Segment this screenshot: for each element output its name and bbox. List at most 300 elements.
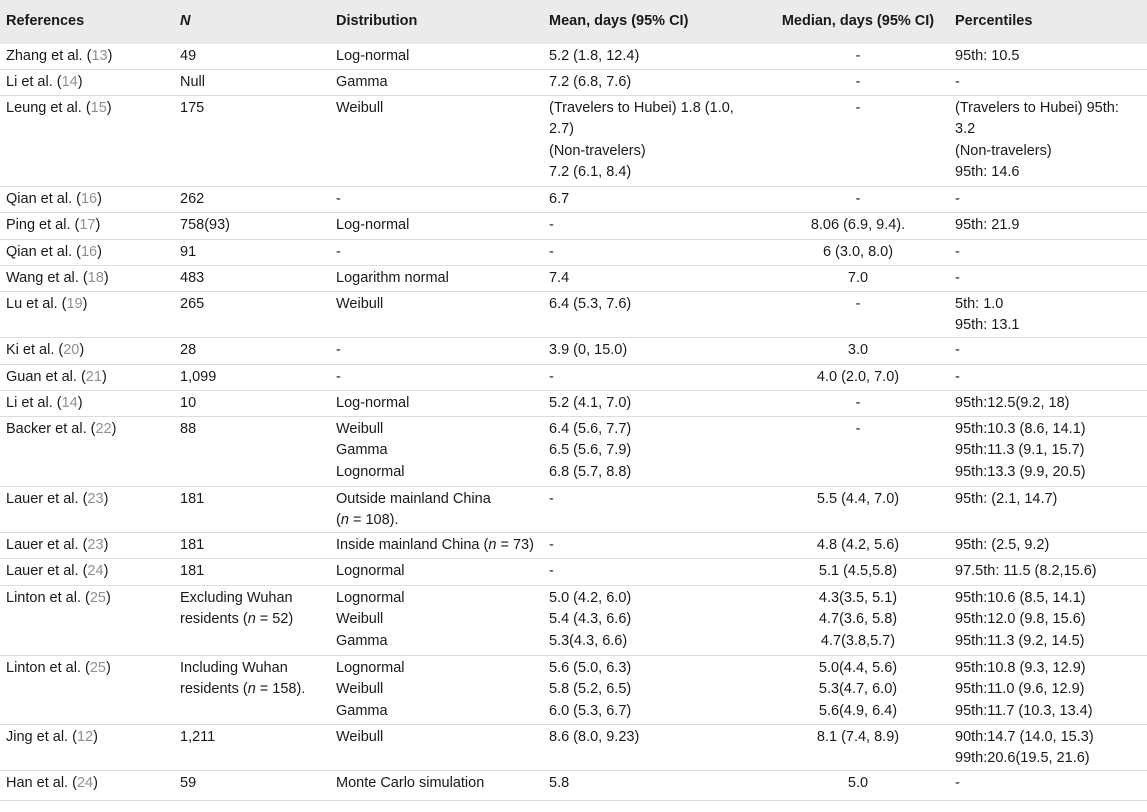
cell-mean-line: 6.7: [549, 190, 570, 207]
cell-mean-line: -: [549, 562, 554, 579]
cell-percentiles-line: 97.5th: 11.5 (8.2,15.6): [955, 562, 1097, 579]
cell-percentiles-line: 95th:12.5(9.2, 18): [955, 394, 1070, 411]
cell-distribution-line: Gamma: [336, 442, 388, 458]
cell-n-line: 28: [180, 341, 197, 358]
cell-mean-line: 5.6 (5.0, 6.3): [549, 659, 632, 676]
cell-distribution: [330, 532, 543, 558]
cell-distribution-line: Weibull: [336, 728, 384, 745]
cell-n-line: residents (n = 158).: [180, 681, 306, 697]
cell-mean-line: 7.4: [549, 269, 570, 286]
reference-number-link[interactable]: 14: [61, 394, 78, 411]
cell-distribution-line: Logarithm normal: [336, 269, 449, 286]
table-row: [0, 390, 1147, 416]
cell-percentiles: [949, 95, 1147, 186]
cell-percentiles-line: 95th:11.3 (9.2, 14.5): [955, 632, 1085, 649]
reference-author: Wang et al.: [6, 269, 79, 286]
cell-n-line: 59: [180, 774, 197, 791]
cell-median-line: 5.3(4.7, 6.0): [818, 681, 898, 697]
cell-mean-line: 2.7): [549, 121, 574, 137]
cell-distribution-line: Inside mainland China (n = 73): [336, 536, 534, 553]
header-median: Median, days (95% CI): [767, 0, 949, 44]
cell-mean-line: -: [549, 216, 554, 233]
cell-distribution-line: Outside mainland China: [336, 490, 491, 507]
cell-n: [174, 558, 330, 585]
cell-mean-line: 6.4 (5.3, 7.6): [549, 295, 632, 312]
table-row: [0, 337, 1147, 364]
reference-author: Li et al.: [6, 73, 53, 90]
cell-distribution-line: Lognormal: [336, 659, 405, 676]
cell-reference: Qian et al. (16): [0, 186, 174, 212]
header-mean: Mean, days (95% CI): [543, 0, 767, 44]
cell-median: [767, 337, 949, 364]
cell-percentiles-line: 95th: 10.5: [955, 48, 1020, 64]
cell-mean-line: 5.2 (4.1, 7.0): [549, 394, 632, 411]
cell-percentiles: [949, 655, 1147, 724]
cell-median: [767, 95, 949, 186]
cell-distribution-line: Gamma: [336, 702, 388, 719]
cell-median: [767, 416, 949, 486]
cell-mean: [543, 337, 767, 364]
cell-mean-line: (Travelers to Hubei) 1.8 (1.0,: [549, 99, 734, 116]
cell-n-line: Null: [180, 73, 205, 90]
cell-reference: Lauer et al. (23): [0, 486, 174, 532]
reference-author: Han et al.: [6, 774, 69, 791]
cell-percentiles-line: 95th: (2.5, 9.2): [955, 536, 1050, 553]
cell-median: [767, 390, 949, 416]
cell-mean: [543, 486, 767, 532]
cell-distribution: [330, 390, 543, 416]
cell-distribution-line: Log-normal: [336, 216, 410, 233]
cell-reference: Guan et al. (21): [0, 364, 174, 390]
cell-mean: [543, 239, 767, 265]
cell-mean: [543, 291, 767, 337]
cell-median: [767, 291, 949, 337]
reference-number-link[interactable]: 24: [76, 774, 94, 791]
table-row: [0, 44, 1147, 69]
cell-mean-line: 7.2 (6.1, 8.4): [549, 164, 632, 180]
cell-percentiles-line: 95th:11.7 (10.3, 13.4): [955, 702, 1093, 719]
cell-percentiles-line: 3.2: [955, 121, 976, 137]
table-row: [0, 486, 1147, 532]
cell-n: [174, 770, 330, 800]
cell-distribution-line: Weibull: [336, 420, 384, 437]
cell-distribution: [330, 337, 543, 364]
reference-number-link[interactable]: 12: [76, 728, 94, 745]
cell-median-line: -: [855, 73, 861, 90]
table-header-row: [0, 0, 1147, 44]
cell-n-line: 1,099: [180, 368, 217, 385]
cell-n: [174, 486, 330, 532]
cell-n-line: 181: [180, 490, 205, 507]
cell-median-line: 4.8 (4.2, 5.6): [816, 536, 900, 553]
cell-mean: [543, 724, 767, 770]
cell-percentiles-line: (Non-travelers): [955, 142, 1052, 159]
cell-n-line: 262: [180, 190, 205, 207]
cell-n: [174, 95, 330, 186]
cell-percentiles-line: -: [955, 73, 960, 90]
cell-distribution: [330, 770, 543, 800]
cell-median-line: 5.1 (4.5,5.8): [818, 562, 898, 579]
cell-distribution: [330, 44, 543, 69]
cell-median: [767, 239, 949, 265]
cell-n: [174, 291, 330, 337]
cell-n: [174, 265, 330, 291]
cell-percentiles-line: 95th:10.6 (8.5, 14.1): [955, 589, 1086, 606]
cell-distribution-line: (n = 108).: [336, 512, 399, 528]
cell-median-line: -: [855, 394, 861, 411]
cell-percentiles: [949, 265, 1147, 291]
reference-author: Zhang et al.: [6, 48, 83, 64]
table-row: [0, 69, 1147, 95]
cell-distribution-line: Weibull: [336, 99, 384, 116]
table-row: [0, 212, 1147, 239]
cell-n: [174, 416, 330, 486]
cell-percentiles: [949, 239, 1147, 265]
cell-median-line: 5.5 (4.4, 7.0): [816, 490, 900, 507]
cell-median-line: 4.7(3.6, 5.8): [818, 611, 898, 627]
cell-reference: Wang et al. (18): [0, 265, 174, 291]
cell-mean: [543, 364, 767, 390]
reference-author: Linton et al.: [6, 659, 81, 676]
cell-distribution-line: -: [336, 190, 341, 207]
cell-mean-line: 5.4 (4.3, 6.6): [549, 611, 632, 627]
cell-median: [767, 212, 949, 239]
cell-distribution-line: Log-normal: [336, 394, 410, 411]
table-row: [0, 364, 1147, 390]
cell-distribution: [330, 69, 543, 95]
cell-median: [767, 364, 949, 390]
cell-n-line: 10: [180, 394, 197, 411]
cell-median: [767, 558, 949, 585]
cell-percentiles: [949, 558, 1147, 585]
header-references: References: [0, 0, 174, 44]
table-row: [0, 416, 1147, 486]
cell-reference: Ki et al. (20): [0, 337, 174, 364]
reference-author: Ki et al.: [6, 341, 55, 358]
cell-percentiles-line: 95th:13.3 (9.9, 20.5): [955, 463, 1086, 480]
cell-percentiles: [949, 416, 1147, 486]
cell-distribution-line: Gamma: [336, 632, 388, 649]
reference-number-link[interactable]: 18: [87, 269, 104, 286]
table-row: [0, 265, 1147, 291]
cell-percentiles-line: -: [955, 190, 960, 207]
cell-distribution: [330, 364, 543, 390]
cell-median: [767, 69, 949, 95]
cell-median-line: 3.0: [847, 341, 869, 358]
cell-n-line: 265: [180, 295, 205, 312]
cell-distribution-line: Lognormal: [336, 463, 405, 480]
cell-reference: Lu et al. (19): [0, 291, 174, 337]
cell-n: [174, 337, 330, 364]
cell-n: [174, 655, 330, 724]
reference-number-link[interactable]: 25: [89, 589, 106, 606]
cell-percentiles-line: 95th: 13.1: [955, 317, 1020, 333]
cell-mean-line: -: [549, 243, 554, 260]
cell-percentiles: [949, 390, 1147, 416]
table-row: [0, 239, 1147, 265]
table-row: [0, 532, 1147, 558]
reference-author: Backer et al.: [6, 420, 87, 437]
cell-n-line: residents (n = 52): [180, 611, 294, 627]
cell-percentiles: [949, 291, 1147, 337]
cell-reference: Qian et al. (16): [0, 239, 174, 265]
cell-reference: Lauer et al. (23): [0, 532, 174, 558]
cell-median: [767, 655, 949, 724]
reference-number-link[interactable]: 16: [80, 243, 98, 260]
cell-mean-line: 3.9 (0, 15.0): [549, 341, 628, 358]
cell-median-line: 8.1 (7.4, 8.9): [816, 728, 900, 745]
cell-n: [174, 390, 330, 416]
cell-mean-line: 6.8 (5.7, 8.8): [549, 463, 632, 480]
cell-median: [767, 770, 949, 800]
cell-reference: Li et al. (14): [0, 69, 174, 95]
cell-percentiles-line: 95th:12.0 (9.8, 15.6): [955, 611, 1086, 627]
cell-median-line: 4.0 (2.0, 7.0): [816, 368, 900, 385]
cell-mean: [543, 44, 767, 69]
cell-n-line: 49: [180, 48, 197, 64]
cell-median: [767, 44, 949, 69]
cell-percentiles-line: 95th:11.0 (9.6, 12.9): [955, 681, 1085, 697]
cell-distribution-line: Weibull: [336, 295, 384, 312]
cell-n: [174, 239, 330, 265]
cell-mean: [543, 212, 767, 239]
cell-percentiles: [949, 770, 1147, 800]
reference-number-link[interactable]: 23: [87, 490, 104, 507]
cell-n-line: 181: [180, 536, 205, 553]
reference-number-link[interactable]: 23: [87, 536, 104, 553]
cell-percentiles-line: -: [955, 341, 960, 358]
cell-distribution-line: -: [336, 368, 341, 385]
cell-distribution: [330, 486, 543, 532]
cell-mean-line: 6.4 (5.6, 7.7): [549, 420, 632, 437]
cell-median-line: -: [855, 48, 861, 64]
cell-n-line: 483: [180, 269, 205, 286]
cell-mean-line: -: [549, 536, 554, 553]
cell-median: [767, 585, 949, 655]
cell-n-line: Including Wuhan: [180, 659, 288, 676]
cell-reference: Linton et al. (25): [0, 585, 174, 655]
cell-distribution-line: Monte Carlo simulation: [336, 774, 485, 791]
cell-reference: Li et al. (14): [0, 390, 174, 416]
cell-percentiles-line: -: [955, 774, 960, 791]
cell-percentiles-line: 90th:14.7 (14.0, 15.3): [955, 728, 1094, 745]
cell-percentiles: [949, 337, 1147, 364]
cell-n-line: 88: [180, 420, 197, 437]
cell-reference: Linton et al. (25): [0, 655, 174, 724]
cell-median-line: 5.6(4.9, 6.4): [818, 702, 898, 719]
cell-distribution: [330, 239, 543, 265]
cell-distribution-line: Weibull: [336, 681, 384, 697]
cell-mean: [543, 532, 767, 558]
reference-author: Li et al.: [6, 394, 53, 411]
cell-median-line: 5.0: [847, 774, 869, 791]
cell-distribution: [330, 416, 543, 486]
cell-percentiles-line: 95th: (2.1, 14.7): [955, 490, 1058, 507]
cell-distribution: [330, 655, 543, 724]
cell-n: [174, 724, 330, 770]
cell-reference: Han et al. (24): [0, 770, 174, 800]
cell-distribution-line: Weibull: [336, 611, 384, 627]
cell-median: [767, 186, 949, 212]
cell-mean: [543, 558, 767, 585]
cell-n: [174, 585, 330, 655]
reference-author: Ping et al.: [6, 216, 71, 233]
cell-reference: Ping et al. (17): [0, 212, 174, 239]
cell-reference: Leung et al. (15): [0, 95, 174, 186]
table-row: [0, 291, 1147, 337]
cell-mean-line: 7.2 (6.8, 7.6): [549, 73, 632, 90]
cell-median-line: 7.0: [847, 269, 869, 286]
reference-author: Qian et al.: [6, 243, 73, 260]
cell-mean: [543, 265, 767, 291]
cell-n-line: 175: [180, 99, 205, 116]
cell-distribution-line: Lognormal: [336, 589, 405, 606]
cell-median: [767, 724, 949, 770]
cell-median-line: -: [855, 295, 861, 312]
reference-number-link[interactable]: 13: [91, 48, 108, 64]
reference-number-link[interactable]: 17: [79, 216, 96, 233]
cell-mean-line: -: [549, 368, 554, 385]
cell-distribution: [330, 265, 543, 291]
cell-distribution-line: -: [336, 243, 341, 260]
cell-percentiles-line: 95th: 21.9: [955, 216, 1020, 233]
reference-author: Jing et al.: [6, 728, 69, 745]
cell-n-line: 758(93): [180, 216, 230, 233]
cell-mean: [543, 186, 767, 212]
reference-author: Leung et al.: [6, 99, 82, 116]
cell-n: [174, 364, 330, 390]
reference-author: Qian et al.: [6, 190, 73, 207]
reference-number-link[interactable]: 22: [95, 420, 112, 437]
cell-mean-line: 5.8: [549, 774, 570, 791]
reference-author: Lauer et al.: [6, 562, 79, 579]
cell-n-line: Excluding Wuhan: [180, 589, 293, 606]
cell-n: [174, 44, 330, 69]
cell-percentiles: [949, 212, 1147, 239]
cell-reference: Backer et al. (22): [0, 416, 174, 486]
reference-number-link[interactable]: 19: [66, 295, 83, 312]
reference-author: Lu et al.: [6, 295, 58, 312]
cell-mean: [543, 585, 767, 655]
table-row: [0, 724, 1147, 770]
cell-mean-line: 5.3(4.3, 6.6): [549, 632, 628, 649]
header-distribution: Distribution: [330, 0, 543, 44]
cell-mean-line: 6.0 (5.3, 6.7): [549, 702, 632, 719]
table-row: [0, 558, 1147, 585]
cell-reference: Jing et al. (12): [0, 724, 174, 770]
cell-mean: [543, 770, 767, 800]
cell-median-line: 5.0(4.4, 5.6): [818, 659, 898, 676]
header-n: N: [174, 0, 330, 44]
cell-distribution: [330, 558, 543, 585]
cell-distribution-line: Lognormal: [336, 562, 405, 579]
cell-median: [767, 265, 949, 291]
cell-percentiles-line: -: [955, 243, 960, 260]
reference-number-link[interactable]: 25: [89, 659, 106, 676]
cell-percentiles-line: 95th:10.8 (9.3, 12.9): [955, 659, 1086, 676]
reference-number-link[interactable]: 15: [90, 99, 107, 116]
cell-median-line: 8.06 (6.9, 9.4).: [810, 216, 906, 233]
cell-distribution-line: -: [336, 341, 341, 358]
cell-median-line: 4.3(3.5, 5.1): [818, 589, 898, 606]
cell-n: [174, 532, 330, 558]
cell-median: [767, 532, 949, 558]
cell-percentiles: [949, 69, 1147, 95]
cell-distribution: [330, 95, 543, 186]
reference-author: Guan et al.: [6, 368, 77, 385]
cell-distribution: [330, 212, 543, 239]
cell-median-line: -: [855, 420, 861, 437]
cell-distribution: [330, 724, 543, 770]
reference-number-link[interactable]: 20: [63, 341, 80, 358]
cell-mean: [543, 69, 767, 95]
cell-mean: [543, 416, 767, 486]
cell-distribution: [330, 186, 543, 212]
cell-percentiles: [949, 44, 1147, 69]
cell-median-line: -: [855, 99, 861, 116]
cell-percentiles-line: 5th: 1.0: [955, 295, 1004, 312]
cell-percentiles: [949, 585, 1147, 655]
cell-percentiles-line: 99th:20.6(19.5, 21.6): [955, 750, 1090, 766]
cell-distribution: [330, 585, 543, 655]
cell-mean-line: -: [549, 490, 554, 507]
reference-author: Lauer et al.: [6, 536, 79, 553]
cell-n-line: 181: [180, 562, 205, 579]
cell-percentiles-line: 95th: 14.6: [955, 164, 1020, 180]
cell-mean: [543, 390, 767, 416]
cell-mean-line: 5.0 (4.2, 6.0): [549, 589, 632, 606]
cell-percentiles: [949, 186, 1147, 212]
cell-distribution-line: Log-normal: [336, 48, 410, 64]
cell-percentiles: [949, 532, 1147, 558]
cell-percentiles-line: -: [955, 269, 960, 286]
cell-distribution-line: Gamma: [336, 73, 388, 90]
table-row: [0, 95, 1147, 186]
cell-percentiles: [949, 486, 1147, 532]
reference-number-link[interactable]: 24: [87, 562, 104, 579]
cell-mean-line: 5.8 (5.2, 6.5): [549, 681, 632, 697]
cell-n: [174, 212, 330, 239]
cell-reference: Zhang et al. (13): [0, 44, 174, 69]
reference-number-link[interactable]: 21: [85, 368, 102, 385]
cell-mean: [543, 95, 767, 186]
cell-mean-line: 6.5 (5.6, 7.9): [549, 442, 632, 458]
cell-n: [174, 186, 330, 212]
cell-mean: [543, 655, 767, 724]
cell-percentiles: [949, 364, 1147, 390]
cell-median: [767, 486, 949, 532]
cell-percentiles-line: 95th:10.3 (8.6, 14.1): [955, 420, 1086, 437]
cell-n-line: 1,211: [180, 728, 216, 745]
cell-median-line: 6 (3.0, 8.0): [822, 243, 894, 260]
cell-percentiles-line: (Travelers to Hubei) 95th:: [955, 99, 1119, 116]
cell-median-line: 4.7(3.8,5.7): [820, 632, 896, 649]
cell-mean-line: 8.6 (8.0, 9.23): [549, 728, 640, 745]
cell-mean-line: (Non-travelers): [549, 142, 646, 159]
table-row: [0, 186, 1147, 212]
cell-reference: Lauer et al. (24): [0, 558, 174, 585]
cell-median-line: -: [855, 190, 861, 207]
cell-percentiles: [949, 724, 1147, 770]
table-row: [0, 770, 1147, 800]
cell-percentiles-line: -: [955, 368, 960, 385]
reference-number-link[interactable]: 16: [80, 190, 98, 207]
table-row: [0, 585, 1147, 655]
reference-number-link[interactable]: 14: [61, 73, 78, 90]
header-percentiles: Percentiles: [949, 0, 1147, 44]
table-row: [0, 655, 1147, 724]
reference-author: Linton et al.: [6, 589, 81, 606]
